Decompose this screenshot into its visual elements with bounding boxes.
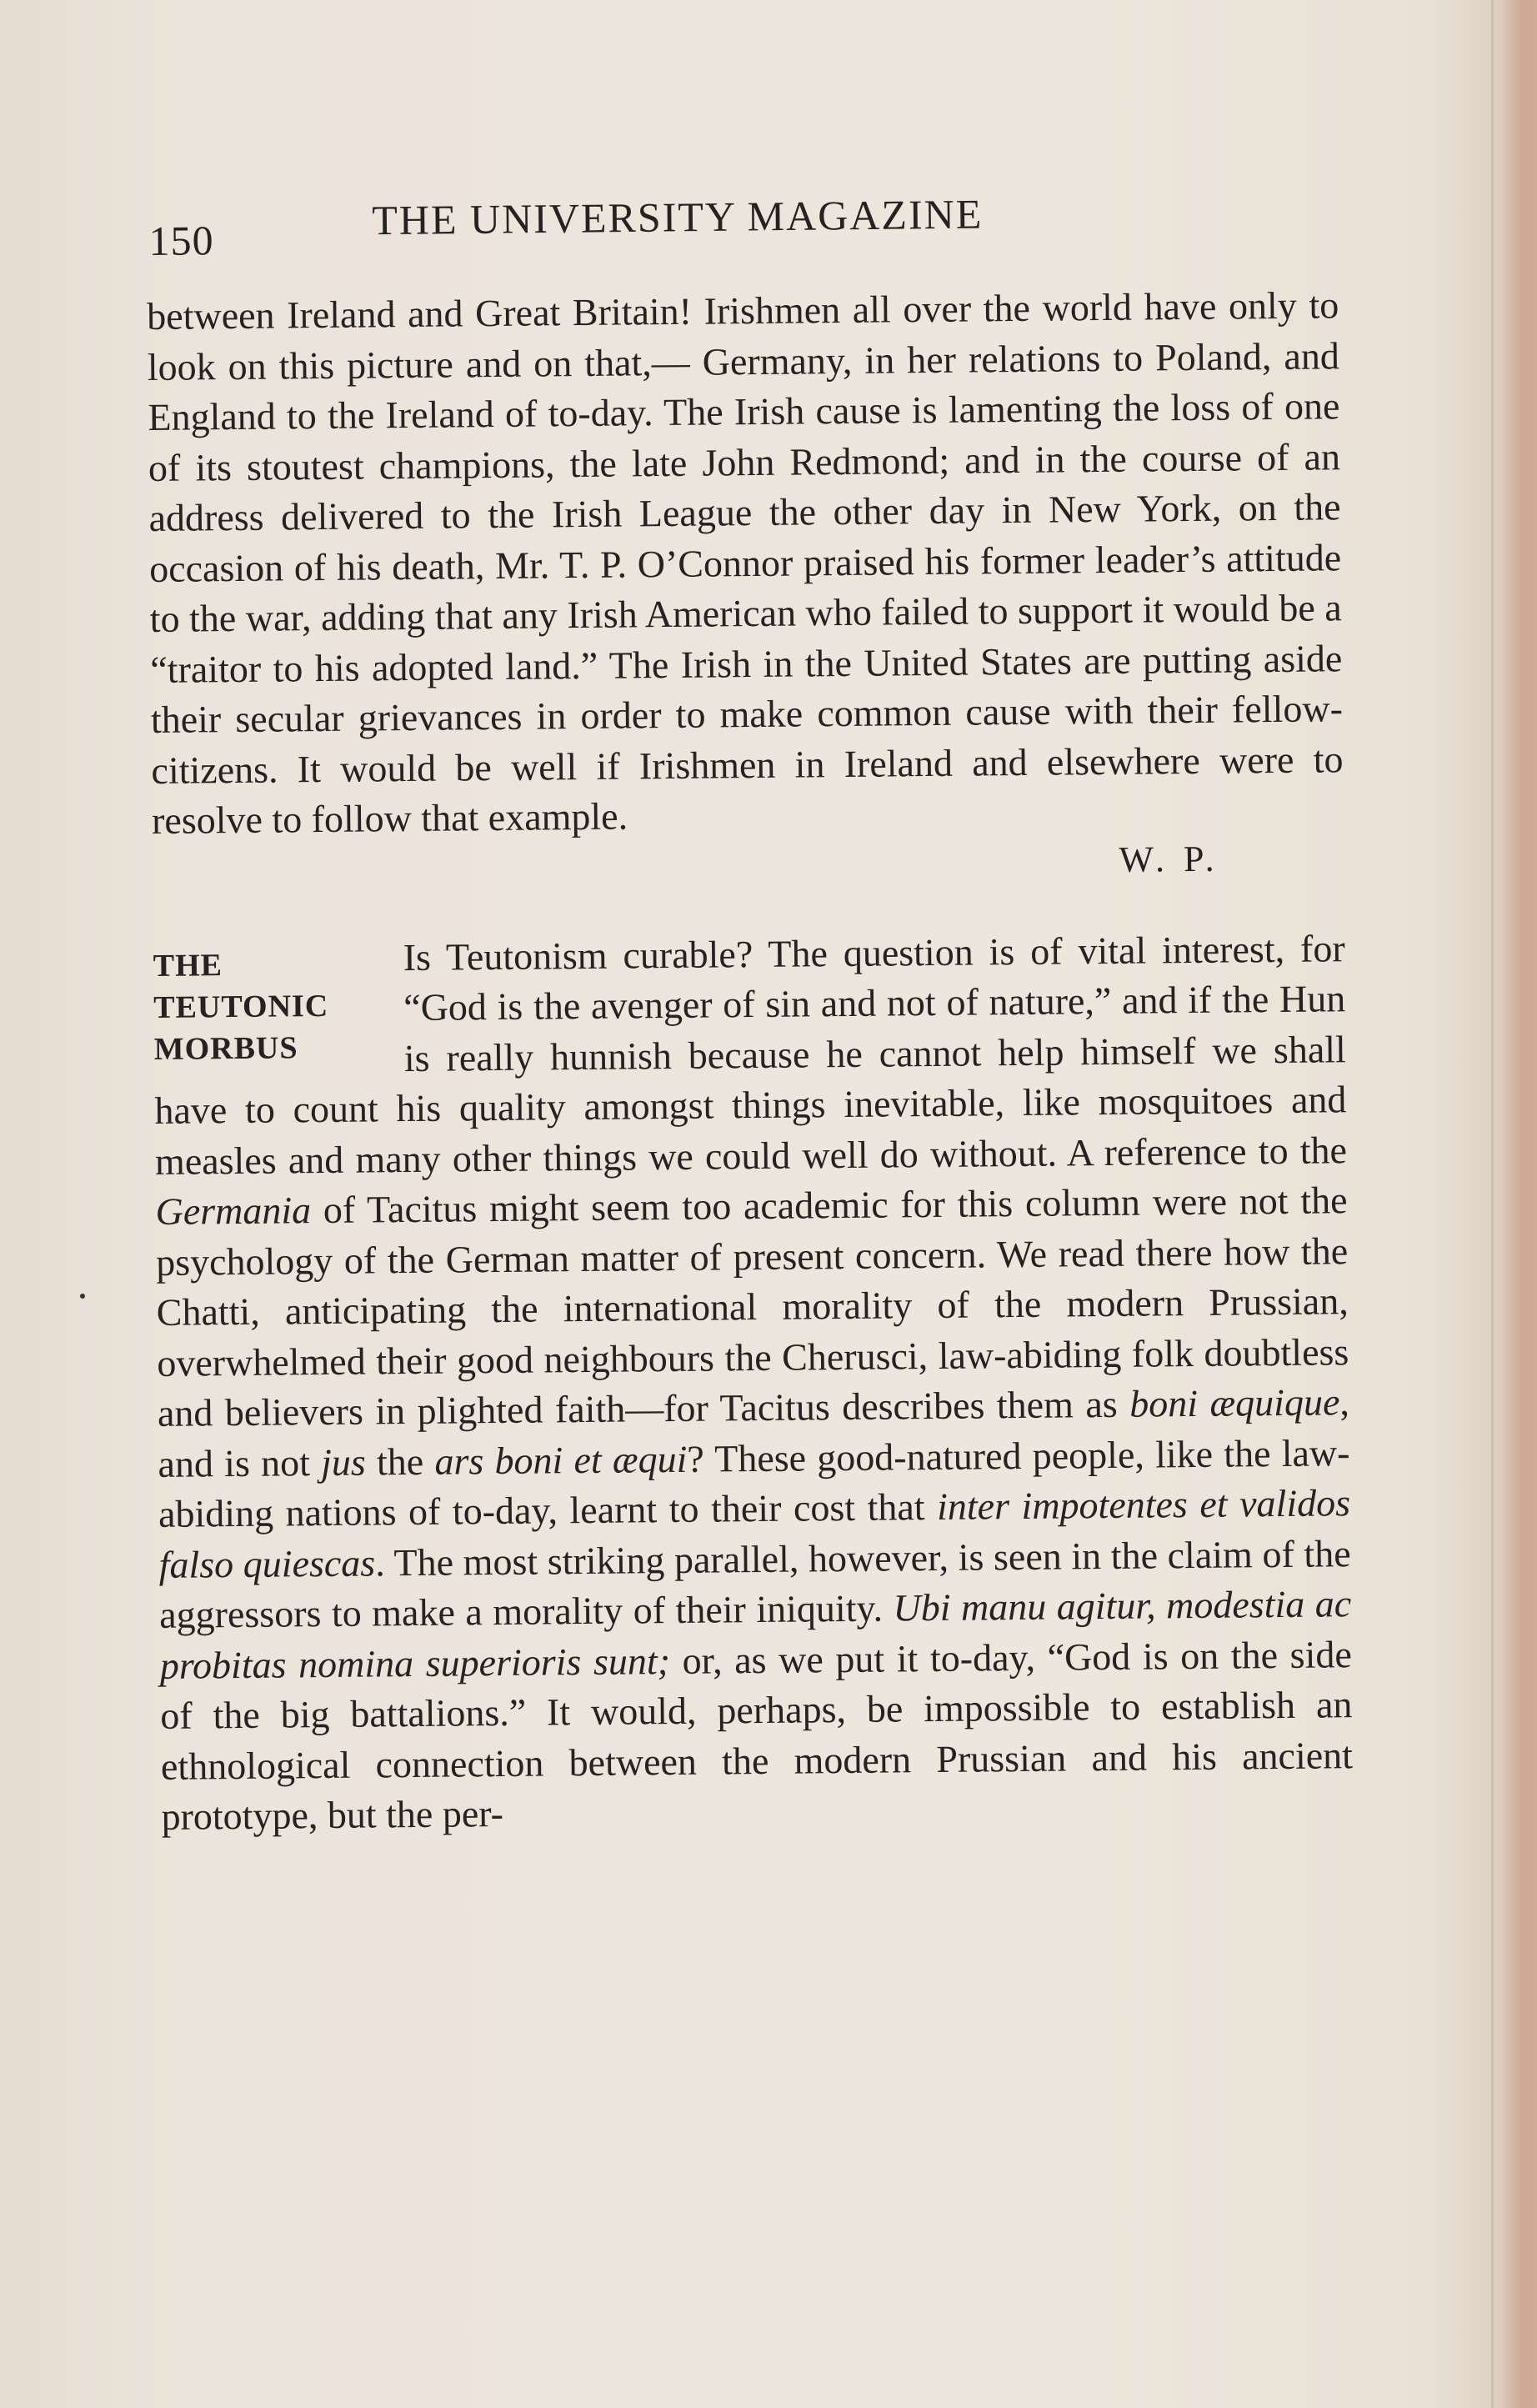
side-heading-line: TEUTONIC <box>153 988 329 1025</box>
text-segment: . The most striking parallel, however, is seen in the claim of the aggressors to make a morality of their iniquity. <box>158 1531 1351 1636</box>
italic-segment: Germania <box>155 1189 312 1233</box>
italic-segment: jus <box>320 1440 367 1484</box>
section-teutonic-morbus <box>153 924 1353 1843</box>
text-segment: of Tacitus might seem too academic for this column were not the psychology of the German matter of present concern. We read there how the Chatti, anticipating the international morality of the modern Prussian, overwhelmed their good neighbours the Cherusci, law-abiding folk doubtless and believers in plighted faith—for Tacitus describes them as <box>155 1179 1349 1434</box>
page-edge-shadow <box>1500 0 1537 2408</box>
page-body <box>147 280 1354 1842</box>
text-segment: ? These good-natured people, like the law-abiding nations of to-day, learnt to their cost that <box>158 1430 1350 1535</box>
side-heading-line: MORBUS <box>153 1029 298 1067</box>
text-segment: or, as we put it to-day, “God is on the side of the big battalions.” It would, perhaps, be impossible to establish an ethnological connection between the modern Prussian and his ancient prototype, but the per- <box>160 1632 1354 1838</box>
margin-ink-dot <box>80 1294 85 1299</box>
author-initials: W. P. <box>1119 838 1219 880</box>
closing-paragraph: between Ireland and Great Britain! Irishmen all over the world have only to look on this picture and on that,— Germany, in her relations to Poland, and England to the Ireland of to-day. The Irish cause is lamenting the loss of one of its stoutest champions, the late John Redmond; and in the course of an address delivered to the Irish League the other day in New York, on the occasion of his death, Mr. T. P. O’Connor praised his former leader’s attitude to the war, adding that any Irish American who failed to support it would be a “traitor to his adopted land.” The Irish in the United States are putting aside their secular grievances in order to make common cause with their fellow-citizens. It would be well if Irishmen in Ireland and elsewhere were to resolve to follow that example. <box>147 283 1344 842</box>
running-head <box>148 186 1333 264</box>
text-segment: the <box>365 1439 435 1484</box>
side-heading <box>153 943 397 1084</box>
italic-segment: boni æquique <box>1129 1380 1340 1425</box>
magazine-title: THE UNIVERSITY MAGAZINE <box>371 190 984 244</box>
page-number: 150 <box>148 217 214 264</box>
side-heading-line: THE <box>153 947 223 984</box>
page-gutter-line <box>1491 0 1494 2408</box>
italic-segment: inter impotentes et validos falso quiescas <box>158 1481 1351 1586</box>
text-segment: Is Teutonism curable? The question is of vital interest, for “God is the avenger of sin and not of nature,” and if the Hun is really hunnish because he cannot help himself we shall have to count his quality amongst things inevitable, like mosquitoes and measles and many other things we could well do without. A reference to the <box>154 926 1348 1183</box>
italic-segment: ars boni et æqui <box>434 1437 688 1483</box>
text-segment: , and is not <box>158 1380 1350 1485</box>
italic-segment: Ubi manu agitur, modestia ac probitas nomina superioris sunt; <box>159 1582 1352 1687</box>
